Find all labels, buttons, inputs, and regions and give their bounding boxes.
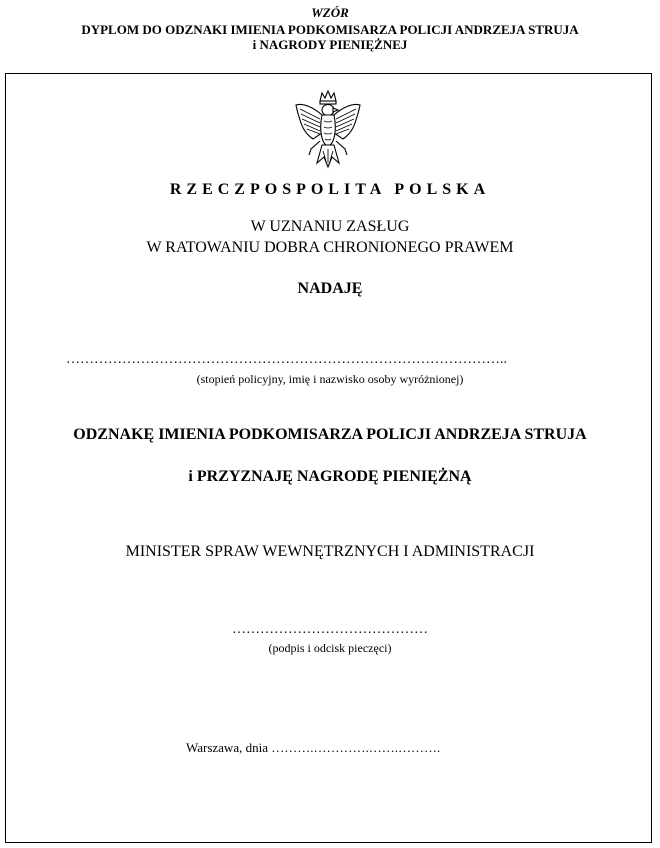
recognition-line2: W RATOWANIU DOBRA CHRONIONEGO PRAWEM xyxy=(146,239,514,256)
award-title: ODZNAKĘ IMIENIA PODKOMISARZA POLICJI ANDRZEJA STRUJA xyxy=(73,426,587,443)
recipient-fill-line: ………………………………………………………………………………….. xyxy=(66,352,507,367)
template-label: WZÓR xyxy=(311,5,349,20)
minister-title: MINISTER SPRAW WEWNĘTRZNYCH I ADMINISTRACJI xyxy=(125,543,535,560)
place-date-line: Warszawa, dnia ……….………….…….………. xyxy=(186,740,441,755)
country-name: RZECZPOSPOLITA POLSKA xyxy=(169,181,491,198)
recipient-caption: (stopień policyjny, imię i nazwisko osoby wyróżnionej) xyxy=(196,372,464,386)
recognition-line1: W UZNANIU ZASŁUG xyxy=(250,218,410,235)
signature-fill-line: …………………………………… xyxy=(232,622,428,637)
document-title-line1: DYPLOM DO ODZNAKI IMIENIA PODKOMISARZA POLICJI ANDRZEJA STRUJA xyxy=(81,22,579,37)
document-title-line2: i NAGRODY PIENIĘŻNEJ xyxy=(252,37,408,52)
signature-caption: (podpis i odcisk pieczęci) xyxy=(268,641,392,655)
polish-white-eagle-emblem-icon xyxy=(293,89,363,171)
prize-title: i PRZYZNAJĘ NAGRODĘ PIENIĘŻNĄ xyxy=(188,468,472,485)
grant-heading: NADAJĘ xyxy=(297,280,363,297)
